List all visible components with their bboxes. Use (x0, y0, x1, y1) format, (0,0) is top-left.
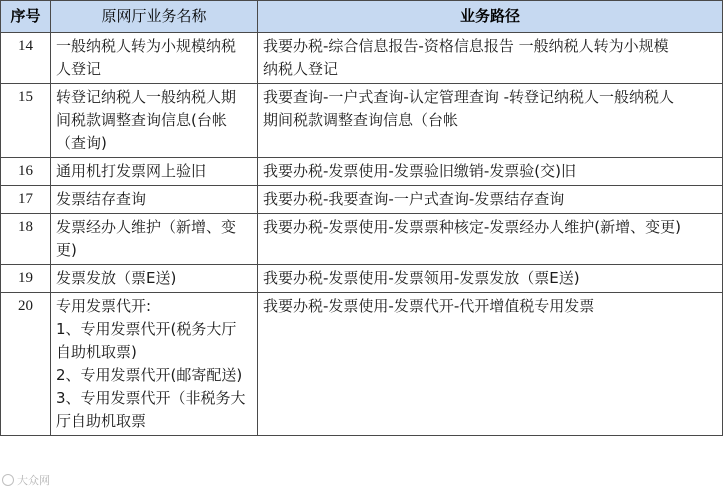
business-name-line: 更) (56, 241, 77, 259)
business-name-line: 转登记纳税人一般纳税人期 (56, 88, 237, 106)
row-serial-number: 16 (1, 158, 51, 186)
header-original-business-name: 原网厅业务名称 (51, 1, 258, 33)
header-serial-number: 序号 (1, 1, 51, 33)
business-name-line: （查询) (56, 134, 107, 152)
business-path-line: 我要办税-发票使用-发票代开-代开增值税专用发票 (263, 297, 595, 315)
row-serial-number: 20 (1, 293, 51, 436)
business-name-line: 3、专用发票代开（非税务大 (56, 389, 246, 407)
business-name-line: 一般纳税人转为小规模纳税 (56, 37, 237, 55)
business-name-line: 发票发放（票E送) (56, 269, 177, 287)
row-business-name (51, 214, 258, 265)
table-row (1, 186, 723, 214)
business-name-line: 人登记 (56, 60, 102, 78)
business-path-line: 纳税人登记 (263, 60, 339, 78)
business-name-line: 通用机打发票网上验旧 (56, 162, 207, 180)
watermark-text: 大众网 (17, 474, 50, 487)
row-business-path (258, 158, 723, 186)
watermark-logo-icon (2, 474, 14, 486)
row-business-path (258, 293, 723, 436)
row-business-name (51, 84, 258, 158)
watermark (2, 472, 50, 488)
row-business-name (51, 265, 258, 293)
business-name-line: 间税款调整查询信息(台帐 (56, 111, 227, 129)
row-business-name (51, 293, 258, 436)
row-serial-number: 15 (1, 84, 51, 158)
table-row (1, 33, 723, 84)
business-path-line: 我要办税-发票使用-发票票种核定-发票经办人维护(新增、变更) (263, 218, 681, 236)
business-name-line: 发票经办人维护（新增、变 (56, 218, 237, 236)
row-business-path (258, 265, 723, 293)
business-path-line: 我要办税-综合信息报告-资格信息报告 一般纳税人转为小规模 (263, 37, 669, 55)
table-row (1, 293, 723, 436)
business-name-line: 1、专用发票代开(税务大厅 (56, 320, 237, 338)
row-business-name (51, 186, 258, 214)
row-serial-number: 14 (1, 33, 51, 84)
table-row (1, 265, 723, 293)
row-business-path (258, 186, 723, 214)
row-business-path (258, 214, 723, 265)
header-business-path: 业务路径 (258, 1, 723, 33)
business-name-line: 厅自助机取票 (56, 412, 147, 430)
business-path-line: 期间税款调整查询信息（台帐 (263, 111, 459, 129)
row-serial-number: 18 (1, 214, 51, 265)
business-name-line: 自助机取票) (56, 343, 137, 361)
business-path-line: 我要办税-发票使用-发票领用-发票发放（票E送) (263, 269, 580, 287)
business-path-line: 我要查询-一户式查询-认定管理查询 -转登记纳税人一般纳税人 (263, 88, 675, 106)
row-business-name (51, 158, 258, 186)
table-row (1, 84, 723, 158)
row-business-name (51, 33, 258, 84)
business-path-line: 我要办税-发票使用-发票验旧缴销-发票验(交)旧 (263, 162, 576, 180)
table-row (1, 214, 723, 265)
row-serial-number: 17 (1, 186, 51, 214)
business-name-line: 专用发票代开: (56, 297, 152, 315)
business-name-line: 2、专用发票代开(邮寄配送) (56, 366, 243, 384)
row-business-path (258, 84, 723, 158)
table-row (1, 158, 723, 186)
business-name-line: 发票结存查询 (56, 190, 147, 208)
business-path-line: 我要办税-我要查询-一户式查询-发票结存查询 (263, 190, 565, 208)
row-business-path (258, 33, 723, 84)
row-serial-number: 19 (1, 265, 51, 293)
table-header-row (1, 1, 723, 33)
table-body (1, 33, 723, 436)
